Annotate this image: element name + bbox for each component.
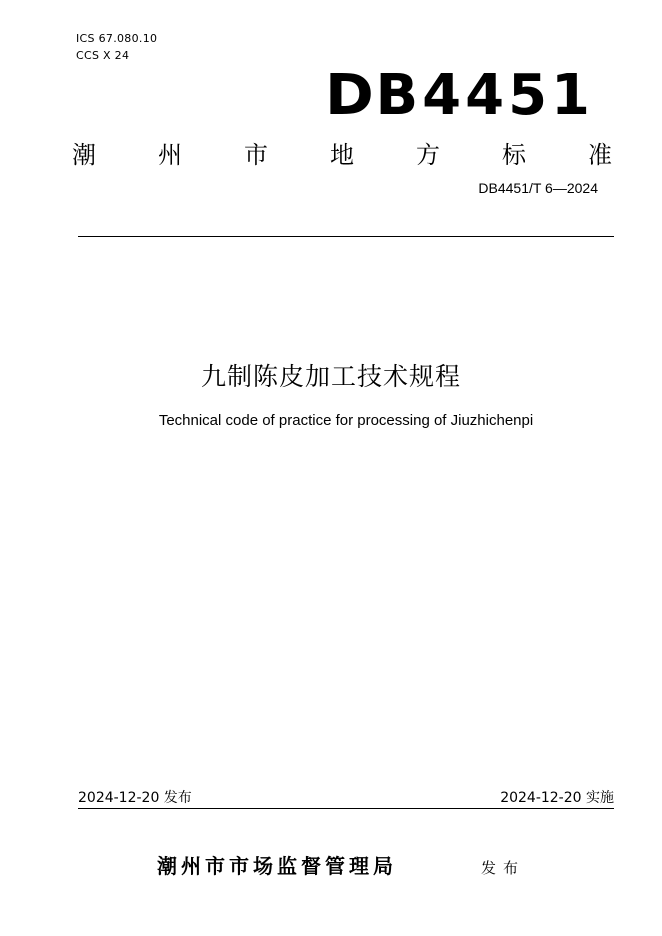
standard-type-heading <box>72 140 612 170</box>
issuer-name: 潮州市市场监督管理局 <box>157 854 397 878</box>
implementation-date: 2024-12-20 实施 <box>500 790 614 806</box>
title-english: Technical code of practice for processing of Jiuzhichenpi <box>158 412 534 429</box>
standard-type-char: 潮 <box>72 141 96 169</box>
issuer-action: 发布 <box>481 859 526 877</box>
ics-code: ICS 67.080.10 <box>76 32 158 45</box>
top-divider <box>78 236 614 237</box>
title-chinese: 九制陈皮加工技术规程 <box>200 362 461 391</box>
db-logo <box>324 63 594 128</box>
bottom-divider <box>78 808 614 809</box>
ccs-code: CCS X 24 <box>76 49 130 62</box>
standard-type-char: 标 <box>502 141 526 169</box>
issue-date: 2024-12-20 发布 <box>78 790 192 806</box>
standard-type-char: 方 <box>416 141 440 169</box>
standard-type-char: 地 <box>330 141 354 169</box>
standard-type-char: 市 <box>244 141 268 169</box>
db-logo-rest: B4451 <box>375 63 594 128</box>
standard-type-char: 准 <box>588 141 612 169</box>
db-logo-d: D <box>324 63 378 128</box>
standard-type-char: 州 <box>158 141 182 169</box>
standard-number: DB4451/T 6—2024 <box>478 180 598 196</box>
